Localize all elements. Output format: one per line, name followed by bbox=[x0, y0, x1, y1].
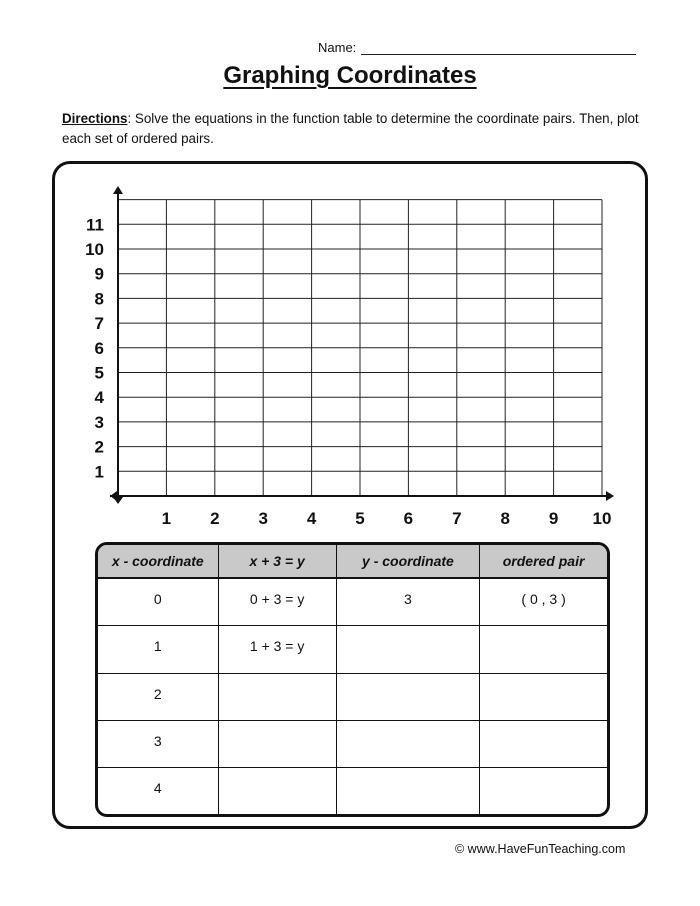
y-tick-label: 3 bbox=[94, 412, 104, 432]
x-tick-label: 9 bbox=[548, 509, 559, 528]
directions-text: : Solve the equations in the function table to determine the coordinate pairs. Then, plot each set of ordered pairs. bbox=[62, 111, 639, 146]
x-axis-arrow-right-icon bbox=[606, 491, 614, 501]
cell-x: 3 bbox=[98, 720, 218, 767]
x-tick-label: 6 bbox=[403, 509, 414, 528]
table-row bbox=[98, 720, 607, 767]
cell-ordered-pair[interactable] bbox=[480, 768, 607, 814]
header-y-coordinate: y - coordinate bbox=[336, 545, 480, 578]
page-title: Graphing Coordinates bbox=[223, 62, 477, 89]
header-equation: x + 3 = y bbox=[218, 545, 336, 578]
copyright-footer: © www.HaveFunTeaching.com bbox=[455, 842, 626, 856]
x-tick-label: 5 bbox=[355, 509, 365, 528]
y-tick-label: 7 bbox=[94, 314, 104, 334]
x-tick-label: 2 bbox=[210, 509, 220, 528]
cell-y[interactable]: 3 bbox=[336, 578, 480, 626]
y-tick-label: 8 bbox=[94, 289, 104, 309]
cell-equation[interactable]: 0 + 3 = y bbox=[218, 578, 336, 626]
y-axis-arrow-down-icon bbox=[113, 497, 123, 504]
cell-y[interactable] bbox=[336, 768, 480, 814]
cell-y[interactable] bbox=[336, 720, 480, 767]
y-tick-label: 9 bbox=[94, 264, 104, 284]
x-tick-label: 7 bbox=[452, 509, 462, 528]
x-tick-label: 3 bbox=[258, 509, 268, 528]
cell-y[interactable] bbox=[336, 626, 480, 673]
cell-x: 1 bbox=[98, 626, 218, 673]
header-x-coordinate: x - coordinate bbox=[98, 545, 218, 578]
y-tick-label: 4 bbox=[94, 388, 104, 408]
x-tick-label: 10 bbox=[592, 509, 612, 528]
table-header-row bbox=[98, 545, 607, 578]
cell-equation[interactable] bbox=[218, 673, 336, 720]
cell-ordered-pair[interactable] bbox=[480, 673, 607, 720]
cell-y[interactable] bbox=[336, 673, 480, 720]
y-tick-label: 2 bbox=[94, 437, 104, 457]
cell-ordered-pair[interactable] bbox=[480, 720, 607, 767]
cell-equation[interactable] bbox=[218, 768, 336, 814]
function-table bbox=[95, 542, 610, 817]
cell-x: 4 bbox=[98, 768, 218, 814]
table-row bbox=[98, 673, 607, 720]
y-tick-label: 1 bbox=[94, 462, 104, 482]
x-tick-label: 8 bbox=[500, 509, 510, 528]
directions-label: Directions bbox=[62, 111, 128, 126]
cell-equation[interactable] bbox=[218, 720, 336, 767]
cell-x: 0 bbox=[98, 578, 218, 626]
x-tick-label: 4 bbox=[306, 509, 317, 528]
y-tick-label: 5 bbox=[94, 363, 104, 383]
name-label: Name: bbox=[318, 40, 357, 55]
y-tick-label: 6 bbox=[94, 338, 104, 358]
cell-ordered-pair[interactable] bbox=[480, 626, 607, 673]
table-row bbox=[98, 578, 607, 626]
y-axis-arrow-up-icon bbox=[113, 186, 123, 194]
cell-x: 2 bbox=[98, 673, 218, 720]
y-tick-label: 10 bbox=[85, 240, 104, 259]
y-tick-label: 11 bbox=[86, 215, 104, 235]
cell-ordered-pair[interactable]: ( 0 , 3 ) bbox=[480, 578, 607, 626]
header-ordered-pair: ordered pair bbox=[480, 545, 607, 578]
cell-equation[interactable]: 1 + 3 = y bbox=[218, 626, 336, 673]
table-row bbox=[98, 626, 607, 673]
table-row bbox=[98, 768, 607, 814]
x-tick-label: 1 bbox=[161, 509, 172, 528]
